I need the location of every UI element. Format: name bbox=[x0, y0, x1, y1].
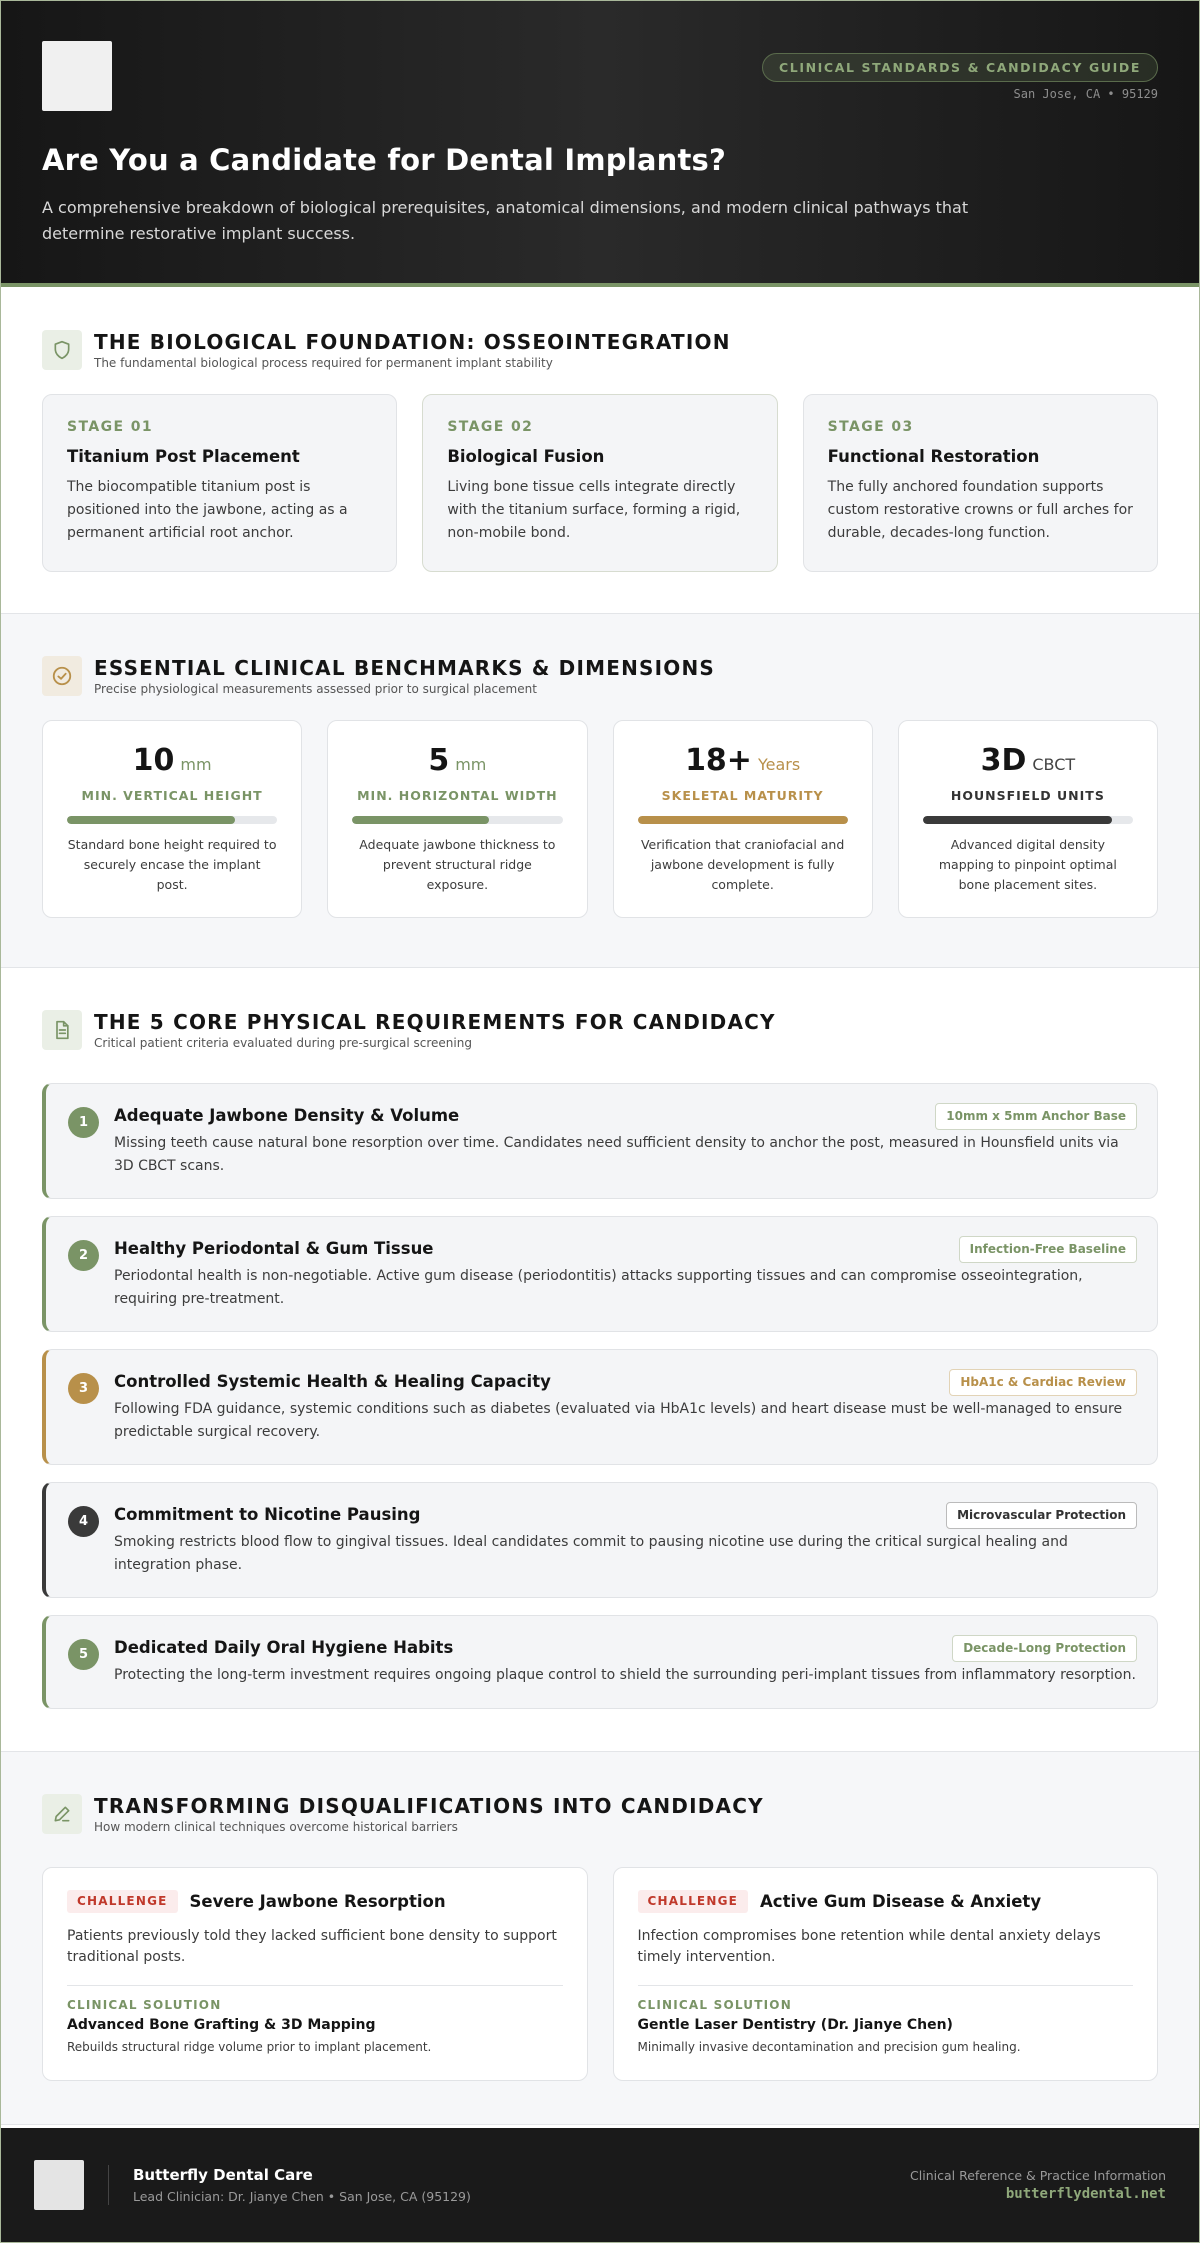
requirement-text: Following FDA guidance, systemic conditions such as diabetes (evaluated via HbA1c levels) and heart disease must be well-managed to ensure predictable surgical recovery. bbox=[114, 1401, 1123, 1440]
requirement-item bbox=[42, 1216, 1158, 1332]
practice-name: Butterfly Dental Care bbox=[133, 2166, 313, 2184]
footer-reference bbox=[910, 2168, 1166, 2202]
benchmark-label: HOUNSFIELD UNITS bbox=[950, 788, 1105, 803]
requirement-item bbox=[42, 1083, 1158, 1199]
page-subtitle: A comprehensive breakdown of biological prerequisites, anatomical dimensions, and modern clinical pathways that determine restorative implant success. bbox=[42, 198, 969, 243]
section-title: TRANSFORMING DISQUALIFICATIONS INTO CANDIDACY bbox=[94, 1794, 764, 1818]
logo-placeholder bbox=[42, 41, 112, 111]
requirement-tag: 10mm x 5mm Anchor Base bbox=[935, 1103, 1137, 1130]
benchmark-card bbox=[898, 720, 1158, 918]
section-title: ESSENTIAL CLINICAL BENCHMARKS & DIMENSIONS bbox=[94, 656, 715, 680]
requirement-tag: Microvascular Protection bbox=[946, 1502, 1137, 1529]
requirement-text: Periodontal health is non-negotiable. Active gum disease (periodontitis) attacks supporting tissues and can compromise osseointegration, requiring pre-treatment. bbox=[114, 1268, 1083, 1307]
challenge-header bbox=[638, 1890, 1134, 1913]
pen-icon bbox=[42, 1794, 82, 1834]
solution-text: Rebuilds structural ridge volume prior to implant placement. bbox=[67, 2040, 432, 2054]
section-subtitle: The fundamental biological process required for permanent implant stability bbox=[94, 356, 553, 370]
requirement-title: Controlled Systemic Health & Healing Capacity bbox=[114, 1372, 551, 1391]
section-subtitle: Precise physiological measurements assessed prior to surgical placement bbox=[94, 682, 537, 696]
benchmark-value: 10 bbox=[132, 743, 175, 778]
footer-divider bbox=[108, 2165, 109, 2205]
benchmark-value-row bbox=[923, 743, 1133, 778]
location-text: San Jose, CA • 95129 bbox=[1013, 87, 1158, 101]
solution-title: Gentle Laser Dentistry (Dr. Jianye Chen) bbox=[637, 2017, 953, 2033]
benchmark-text: Verification that craniofacial and jawbone development is fully complete. bbox=[640, 837, 845, 892]
requirements-section bbox=[1, 968, 1199, 1752]
benchmark-value-row bbox=[352, 743, 562, 778]
benchmark-bar bbox=[352, 816, 562, 824]
section-header bbox=[42, 1795, 1158, 1834]
requirement-item bbox=[42, 1349, 1158, 1465]
benchmark-text: Advanced digital density mapping to pinpoint optimal bone placement sites. bbox=[938, 837, 1117, 892]
challenge-header bbox=[67, 1890, 563, 1913]
requirement-tag: HbA1c & Cardiac Review bbox=[949, 1369, 1137, 1396]
benchmark-value-row bbox=[638, 743, 848, 778]
requirement-number: 2 bbox=[68, 1240, 99, 1271]
challenge-title: Severe Jawbone Resorption bbox=[189, 1892, 446, 1911]
document-icon bbox=[42, 1010, 82, 1050]
section-title: THE BIOLOGICAL FOUNDATION: OSSEOINTEGRATION bbox=[94, 330, 731, 354]
section-header bbox=[42, 331, 1158, 370]
check-circle-icon bbox=[42, 656, 82, 696]
benchmark-value: 5 bbox=[428, 743, 450, 778]
lead-clinician: Lead Clinician: Dr. Jianye Chen • San Jose, CA (95129) bbox=[133, 2189, 471, 2204]
requirement-title: Commitment to Nicotine Pausing bbox=[114, 1505, 421, 1524]
benchmark-label: SKELETAL MATURITY bbox=[661, 788, 824, 803]
challenge-text: Patients previously told they lacked sufficient bone density to support traditional posts. bbox=[67, 1928, 557, 1965]
benchmark-bar-fill bbox=[352, 816, 489, 824]
benchmark-bar bbox=[67, 816, 277, 824]
challenge-list bbox=[42, 1867, 1158, 2081]
shield-icon bbox=[42, 330, 82, 370]
requirement-text: Missing teeth cause natural bone resorption over time. Candidates need sufficient density to anchor the post, measured in Hounsfield units via 3D CBCT scans. bbox=[114, 1135, 1119, 1174]
benchmark-bar-fill bbox=[923, 816, 1112, 824]
benchmark-bar bbox=[923, 816, 1133, 824]
website-link[interactable]: butterflydental.net bbox=[1005, 2186, 1166, 2202]
section-title: THE 5 CORE PHYSICAL REQUIREMENTS FOR CANDIDACY bbox=[94, 1010, 776, 1034]
section-subtitle: Critical patient criteria evaluated during pre-surgical screening bbox=[94, 1036, 472, 1050]
challenge-title: Active Gum Disease & Anxiety bbox=[760, 1892, 1042, 1911]
challenge-badge: CHALLENGE bbox=[638, 1890, 749, 1913]
footer bbox=[1, 2128, 1199, 2242]
footer-logo bbox=[34, 2160, 84, 2210]
solution-text: Minimally invasive decontamination and precision gum healing. bbox=[637, 2040, 1021, 2054]
page-title: Are You a Candidate for Dental Implants? bbox=[42, 143, 726, 177]
stage-card bbox=[42, 394, 397, 572]
stage-text: The biocompatible titanium post is positioned into the jawbone, acting as a permanent artificial root anchor. bbox=[67, 479, 348, 541]
section-header bbox=[42, 657, 1158, 696]
solution-title: Advanced Bone Grafting & 3D Mapping bbox=[67, 2017, 376, 2033]
stage-title: Functional Restoration bbox=[827, 447, 1040, 466]
requirement-tag: Infection-Free Baseline bbox=[959, 1236, 1137, 1263]
requirement-number: 3 bbox=[68, 1373, 99, 1404]
benchmark-text: Adequate jawbone thickness to prevent structural ridge exposure. bbox=[359, 837, 556, 892]
requirement-item bbox=[42, 1482, 1158, 1598]
stage-number: STAGE 03 bbox=[827, 419, 914, 435]
benchmark-label: MIN. HORIZONTAL WIDTH bbox=[357, 788, 558, 803]
benchmark-card bbox=[613, 720, 873, 918]
hero-header bbox=[1, 1, 1199, 287]
foundation-section bbox=[1, 287, 1199, 614]
benchmark-card bbox=[327, 720, 587, 918]
stage-text: The fully anchored foundation supports custom restorative crowns or full arches for durable, decades-long function. bbox=[827, 479, 1133, 541]
divider bbox=[67, 1985, 563, 1986]
requirement-text: Protecting the long-term investment requires ongoing plaque control to shield the surrounding peri-implant tissues from inflammatory resorption. bbox=[114, 1667, 1136, 1683]
solution-label: CLINICAL SOLUTION bbox=[67, 1998, 222, 2012]
benchmark-value-row bbox=[67, 743, 277, 778]
requirement-number: 4 bbox=[68, 1506, 99, 1537]
requirement-title: Healthy Periodontal & Gum Tissue bbox=[114, 1239, 434, 1258]
benchmark-unit: mm bbox=[455, 755, 487, 774]
requirement-item bbox=[42, 1615, 1158, 1709]
challenge-card bbox=[42, 1867, 588, 2081]
requirement-number: 5 bbox=[68, 1639, 99, 1670]
transform-section bbox=[1, 1752, 1199, 2125]
stage-list bbox=[42, 394, 1158, 572]
benchmark-text: Standard bone height required to securely encase the implant post. bbox=[67, 837, 277, 892]
section-subtitle: How modern clinical techniques overcome historical barriers bbox=[94, 1820, 458, 1834]
benchmark-unit: Years bbox=[757, 755, 801, 774]
requirement-number: 1 bbox=[68, 1107, 99, 1138]
stage-card bbox=[803, 394, 1158, 572]
benchmark-bar bbox=[638, 816, 848, 824]
benchmarks-section bbox=[1, 614, 1199, 968]
challenge-card bbox=[613, 1867, 1159, 2081]
stage-text: Living bone tissue cells integrate directly with the titanium surface, forming a rigid, non-mobile bond. bbox=[447, 479, 741, 541]
benchmark-unit: CBCT bbox=[1032, 755, 1076, 774]
section-header bbox=[42, 1011, 1158, 1050]
stage-title: Biological Fusion bbox=[447, 447, 605, 466]
footer-practice-info bbox=[133, 2166, 471, 2204]
stage-title: Titanium Post Placement bbox=[67, 447, 300, 466]
stage-card bbox=[422, 394, 777, 572]
benchmark-value: 18+ bbox=[685, 743, 752, 778]
divider bbox=[638, 1985, 1134, 1986]
requirement-title: Adequate Jawbone Density & Volume bbox=[114, 1106, 460, 1125]
requirement-title: Dedicated Daily Oral Hygiene Habits bbox=[114, 1638, 454, 1657]
benchmark-unit: mm bbox=[180, 755, 212, 774]
benchmark-bar-fill bbox=[638, 816, 848, 824]
reference-label: Clinical Reference & Practice Information bbox=[910, 2168, 1166, 2183]
solution-label: CLINICAL SOLUTION bbox=[637, 1998, 792, 2012]
benchmark-bar-fill bbox=[67, 816, 235, 824]
benchmark-card bbox=[42, 720, 302, 918]
guide-badge: CLINICAL STANDARDS & CANDIDACY GUIDE bbox=[762, 53, 1158, 82]
stage-number: STAGE 01 bbox=[67, 419, 153, 435]
benchmark-value: 3D bbox=[980, 743, 1027, 778]
challenge-text: Infection compromises bone retention while dental anxiety delays timely intervention. bbox=[637, 1928, 1101, 1965]
requirement-text: Smoking restricts blood flow to gingival tissues. Ideal candidates commit to pausing nicotine use during the critical surgical healing and integration phase. bbox=[114, 1534, 1068, 1573]
requirement-tag: Decade-Long Protection bbox=[952, 1635, 1137, 1662]
challenge-badge: CHALLENGE bbox=[67, 1890, 178, 1913]
requirement-list bbox=[42, 1083, 1158, 1709]
stage-number: STAGE 02 bbox=[447, 419, 534, 435]
benchmark-list bbox=[42, 720, 1158, 918]
benchmark-label: MIN. VERTICAL HEIGHT bbox=[81, 788, 263, 803]
